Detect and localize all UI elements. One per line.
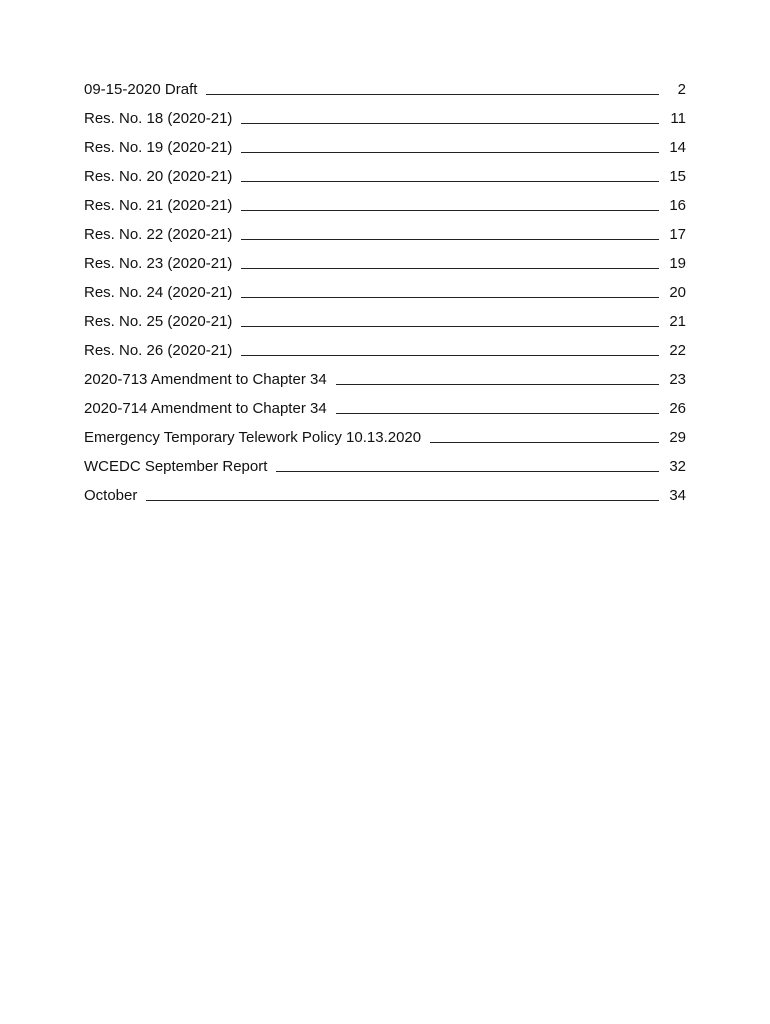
toc-entry[interactable] <box>84 99 686 128</box>
toc-entry[interactable] <box>84 273 686 302</box>
toc-leader-line <box>241 152 659 153</box>
toc-entry-title: Res. No. 26 (2020-21) <box>84 342 233 359</box>
toc-leader-line <box>336 384 659 385</box>
toc-entry[interactable] <box>84 244 686 273</box>
toc-entry-title: Res. No. 19 (2020-21) <box>84 139 233 156</box>
toc-entry[interactable] <box>84 186 686 215</box>
toc-entry-page: 22 <box>669 342 686 359</box>
toc-leader-line <box>241 181 659 182</box>
toc-leader-line <box>146 500 659 501</box>
toc-entry[interactable] <box>84 476 686 505</box>
toc-leader-line <box>336 413 659 414</box>
toc-entry-title: Emergency Temporary Telework Policy 10.13.2020 <box>84 429 422 446</box>
toc-entry[interactable] <box>84 70 686 99</box>
toc-leader-line <box>241 297 659 298</box>
toc-entry-title: Res. No. 24 (2020-21) <box>84 284 233 301</box>
toc-entry-page: 34 <box>669 487 686 504</box>
toc-entry-page: 29 <box>669 429 686 446</box>
toc-entry-page: 26 <box>669 400 686 417</box>
toc-entry[interactable] <box>84 128 686 157</box>
toc-entry-title: Res. No. 20 (2020-21) <box>84 168 233 185</box>
toc-leader-line <box>241 239 659 240</box>
toc-entry-page: 15 <box>669 168 686 185</box>
toc-entry-title: Res. No. 25 (2020-21) <box>84 313 233 330</box>
table-of-contents <box>84 70 686 505</box>
toc-entry-page: 19 <box>669 255 686 272</box>
toc-entry[interactable] <box>84 331 686 360</box>
toc-entry[interactable] <box>84 389 686 418</box>
toc-entry[interactable] <box>84 302 686 331</box>
toc-entry-page: 2 <box>677 81 686 98</box>
toc-entry-title: Res. No. 23 (2020-21) <box>84 255 233 272</box>
toc-leader-line <box>430 442 659 443</box>
toc-leader-line <box>241 326 659 327</box>
toc-entry[interactable] <box>84 157 686 186</box>
toc-entry-title: Res. No. 22 (2020-21) <box>84 226 233 243</box>
toc-entry-title: 09-15-2020 Draft <box>84 81 198 98</box>
toc-entry[interactable] <box>84 360 686 389</box>
toc-entry[interactable] <box>84 418 686 447</box>
toc-leader-line <box>241 268 659 269</box>
toc-entry-page: 23 <box>669 371 686 388</box>
toc-entry[interactable] <box>84 447 686 476</box>
toc-leader-line <box>276 471 659 472</box>
toc-entry-title: 2020-713 Amendment to Chapter 34 <box>84 371 327 388</box>
toc-entry-page: 11 <box>670 110 686 127</box>
toc-entry[interactable] <box>84 215 686 244</box>
toc-entry-title: October <box>84 487 138 504</box>
toc-leader-line <box>241 355 659 356</box>
toc-leader-line <box>241 210 659 211</box>
toc-entry-page: 16 <box>669 197 686 214</box>
toc-leader-line <box>241 123 659 124</box>
toc-entry-title: WCEDC September Report <box>84 458 268 475</box>
toc-entry-title: Res. No. 18 (2020-21) <box>84 110 233 127</box>
toc-entry-page: 17 <box>669 226 686 243</box>
toc-entry-title: 2020-714 Amendment to Chapter 34 <box>84 400 327 417</box>
toc-leader-line <box>206 94 659 95</box>
toc-entry-page: 21 <box>669 313 686 330</box>
toc-entry-page: 32 <box>669 458 686 475</box>
toc-entry-page: 14 <box>669 139 686 156</box>
toc-entry-page: 20 <box>669 284 686 301</box>
toc-entry-title: Res. No. 21 (2020-21) <box>84 197 233 214</box>
